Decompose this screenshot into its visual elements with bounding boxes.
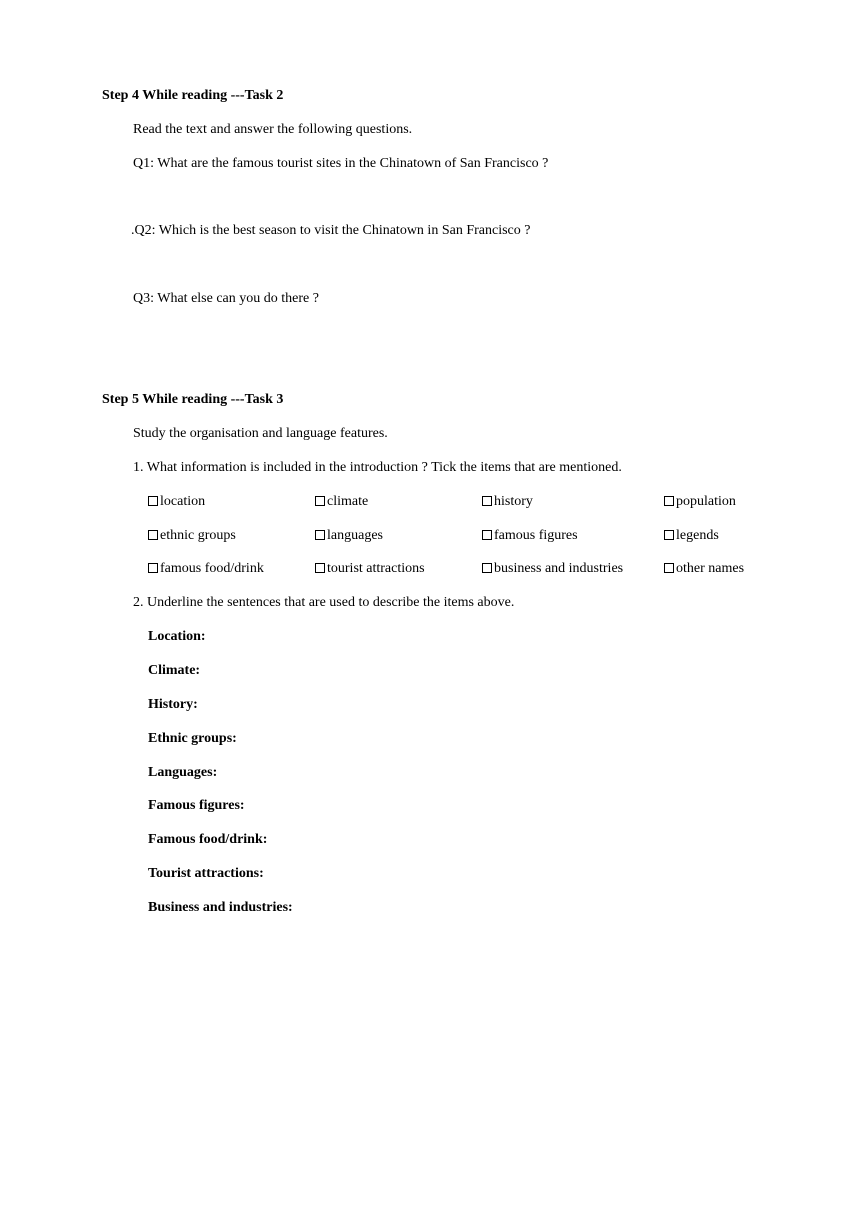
label-famous-food-drink: Famous food/drink: [148, 832, 268, 847]
checkbox-label: tourist attractions [327, 561, 425, 576]
step4-instruction: Read the text and answer the following questions. [133, 122, 413, 137]
checkbox-label: other names [676, 561, 745, 576]
checkbox-legends[interactable] [664, 527, 719, 545]
label-business-and-industries: Business and industries: [148, 900, 293, 915]
checkbox-label: population [676, 494, 736, 509]
label-ethnic-groups: Ethnic groups: [148, 731, 237, 746]
checkbox-icon[interactable] [315, 530, 325, 540]
step5-heading: Step 5 While reading ---Task 3 [102, 392, 284, 407]
label-climate: Climate: [148, 663, 201, 678]
checkbox-icon[interactable] [664, 530, 674, 540]
checkbox-population[interactable] [664, 493, 736, 511]
checkbox-famous-food-drink[interactable] [148, 560, 264, 578]
label-location: Location: [148, 629, 206, 644]
checkbox-business-and-industries[interactable] [482, 560, 623, 578]
checkbox-icon[interactable] [664, 563, 674, 573]
step4-heading: Step 4 While reading ---Task 2 [102, 88, 284, 103]
checkbox-icon[interactable] [664, 496, 674, 506]
checkbox-label: famous food/drink [160, 561, 264, 576]
checkbox-icon[interactable] [315, 496, 325, 506]
checkbox-ethnic-groups[interactable] [148, 527, 236, 545]
checkbox-icon[interactable] [482, 563, 492, 573]
checkbox-label: location [160, 494, 206, 509]
numbered-item-2: 2. Underline the sentences that are used to describe the items above. [133, 595, 515, 610]
checkbox-icon[interactable] [482, 496, 492, 506]
question-3: Q3: What else can you do there ? [133, 291, 319, 306]
question-2: .Q2: Which is the best season to visit the Chinatown in San Francisco ? [131, 223, 531, 238]
checkbox-other-names[interactable] [664, 560, 744, 578]
checkbox-location[interactable] [148, 493, 205, 511]
step5-instruction: Study the organisation and language features. [133, 426, 388, 441]
checkbox-label: famous figures [494, 528, 578, 543]
checkbox-label: legends [676, 528, 719, 543]
checkbox-icon[interactable] [148, 496, 158, 506]
checkbox-famous-figures[interactable] [482, 527, 578, 545]
checkbox-label: languages [327, 528, 383, 543]
checkbox-label: ethnic groups [160, 528, 236, 543]
checkbox-label: business and industries [494, 561, 624, 576]
checkbox-history[interactable] [482, 493, 533, 511]
checkbox-tourist-attractions[interactable] [315, 560, 425, 578]
label-tourist-attractions: Tourist attractions: [148, 866, 264, 881]
checkbox-icon[interactable] [315, 563, 325, 573]
numbered-item-1: 1. What information is included in the introduction ? Tick the items that are mentioned. [133, 460, 622, 475]
checkbox-icon[interactable] [148, 530, 158, 540]
label-languages: Languages: [148, 765, 218, 780]
checkbox-label: history [494, 494, 533, 509]
checkbox-icon[interactable] [482, 530, 492, 540]
checkbox-languages[interactable] [315, 527, 383, 545]
label-history: History: [148, 697, 198, 712]
label-famous-figures: Famous figures: [148, 798, 245, 813]
checkbox-climate[interactable] [315, 493, 368, 511]
checkbox-label: climate [327, 494, 369, 509]
question-1: Q1: What are the famous tourist sites in the Chinatown of San Francisco ? [133, 156, 549, 171]
checkbox-icon[interactable] [148, 563, 158, 573]
